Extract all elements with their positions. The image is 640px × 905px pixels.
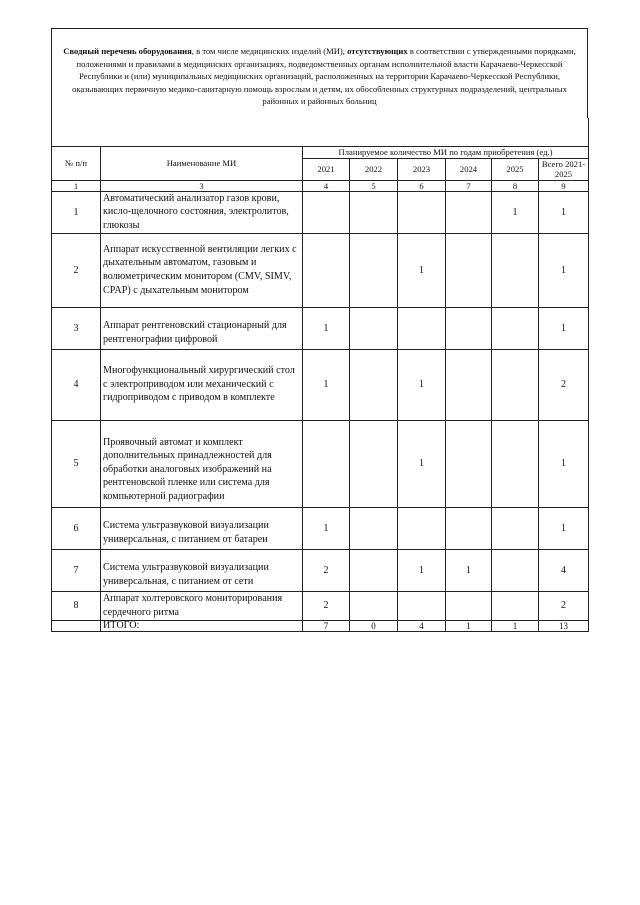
row-value-2023 bbox=[398, 591, 446, 620]
document-page bbox=[51, 28, 588, 632]
row-value-2022 bbox=[350, 420, 398, 507]
col-number: 3 bbox=[101, 180, 303, 191]
table-row bbox=[52, 507, 589, 549]
table-row bbox=[52, 549, 589, 591]
row-number: 5 bbox=[52, 420, 101, 507]
row-value-2021: 1 bbox=[303, 349, 350, 420]
table-row bbox=[52, 349, 589, 420]
header-year: 2024 bbox=[446, 158, 492, 180]
row-value-2021 bbox=[303, 233, 350, 307]
row-item-name: Система ультразвуковой визуализации универсальная, с питанием от сети bbox=[101, 549, 303, 591]
row-value-total: 1 bbox=[539, 307, 589, 349]
row-value-2021 bbox=[303, 420, 350, 507]
row-item-name: Аппарат рентгеновский стационарный для рентгенографии цифровой bbox=[101, 307, 303, 349]
row-value-2024: 1 bbox=[446, 549, 492, 591]
row-number: 2 bbox=[52, 233, 101, 307]
row-value-2022 bbox=[350, 191, 398, 233]
row-value-2025 bbox=[492, 507, 539, 549]
row-value-2024 bbox=[446, 507, 492, 549]
column-numbers-row bbox=[52, 180, 589, 191]
row-value-total: 1 bbox=[539, 191, 589, 233]
row-item-name: Аппарат искусственной вентиляции легких с дыхательным автоматом, газовым и волюметрическим монитором (CMV, SIMV, CPAP) с дыхательным монитором bbox=[101, 233, 303, 307]
row-value-2021 bbox=[303, 191, 350, 233]
equipment-table bbox=[51, 118, 589, 632]
row-value-2024 bbox=[446, 420, 492, 507]
row-value-2022 bbox=[350, 549, 398, 591]
row-value-2025 bbox=[492, 420, 539, 507]
heading-bold-1: Сводный перечень оборудования bbox=[63, 46, 192, 56]
header-year: 2022 bbox=[350, 158, 398, 180]
total-2021: 7 bbox=[303, 620, 350, 631]
col-number: 8 bbox=[492, 180, 539, 191]
row-value-total: 4 bbox=[539, 549, 589, 591]
col-number: 5 bbox=[350, 180, 398, 191]
row-value-2023 bbox=[398, 191, 446, 233]
table-row bbox=[52, 420, 589, 507]
row-value-2022 bbox=[350, 349, 398, 420]
row-number: 3 bbox=[52, 307, 101, 349]
row-number: 4 bbox=[52, 349, 101, 420]
header-planned: Планируемое количество МИ по годам приобретения (ед.) bbox=[303, 146, 589, 158]
row-value-2021: 2 bbox=[303, 549, 350, 591]
row-value-2024 bbox=[446, 591, 492, 620]
row-value-2022 bbox=[350, 591, 398, 620]
header-row-1 bbox=[52, 146, 589, 158]
total-row-number bbox=[52, 620, 101, 631]
header-gap-row bbox=[52, 118, 589, 146]
table-row bbox=[52, 307, 589, 349]
row-value-2023: 1 bbox=[398, 420, 446, 507]
row-value-2022 bbox=[350, 307, 398, 349]
row-value-2025 bbox=[492, 349, 539, 420]
row-item-name: Автоматический анализатор газов крови, кисло-щелочного состояния, электролитов, глюкозы bbox=[101, 191, 303, 233]
row-value-total: 2 bbox=[539, 349, 589, 420]
row-item-name: Аппарат холтеровского мониторирования сердечного ритма bbox=[101, 591, 303, 620]
header-year-total: Всего 2021-2025 bbox=[539, 158, 589, 180]
row-value-2025 bbox=[492, 591, 539, 620]
heading-text-1: , в том числе медицинских изделий (МИ), bbox=[191, 46, 348, 56]
col-number: 4 bbox=[303, 180, 350, 191]
row-value-2025: 1 bbox=[492, 191, 539, 233]
table-row bbox=[52, 191, 589, 233]
col-number: 7 bbox=[446, 180, 492, 191]
table-row bbox=[52, 233, 589, 307]
row-value-total: 2 bbox=[539, 591, 589, 620]
row-value-2023: 1 bbox=[398, 549, 446, 591]
row-value-total: 1 bbox=[539, 233, 589, 307]
row-value-2023: 1 bbox=[398, 233, 446, 307]
row-value-2025 bbox=[492, 549, 539, 591]
row-value-2023 bbox=[398, 507, 446, 549]
heading-text-2: в соответствии с утвержденными порядками, положениями и правилами в медицинских организациях, подведомственных органам исполнительной власти Карачаево-Черкесской Республики и (или) муниципальных медицинских организаций, расположенных на территории Карачаево-Черкесской Республики, оказывающих первичную медико-санитарную помощь взрослым и детям, их обособленных структурных подразделений, центральных районных и районных больниц bbox=[72, 46, 576, 107]
row-value-2024 bbox=[446, 191, 492, 233]
row-value-2025 bbox=[492, 233, 539, 307]
row-value-2022 bbox=[350, 507, 398, 549]
col-number: 9 bbox=[539, 180, 589, 191]
row-value-2022 bbox=[350, 233, 398, 307]
row-value-2021: 1 bbox=[303, 507, 350, 549]
row-value-2023 bbox=[398, 307, 446, 349]
row-value-2024 bbox=[446, 233, 492, 307]
row-value-2021: 1 bbox=[303, 307, 350, 349]
total-2023: 4 bbox=[398, 620, 446, 631]
heading-bold-2: отсутствующих bbox=[347, 46, 408, 56]
header-year: 2021 bbox=[303, 158, 350, 180]
col-number: 1 bbox=[52, 180, 101, 191]
row-value-2024 bbox=[446, 307, 492, 349]
row-number: 8 bbox=[52, 591, 101, 620]
total-row-label: ИТОГО: bbox=[101, 620, 303, 631]
row-value-2023: 1 bbox=[398, 349, 446, 420]
row-number: 6 bbox=[52, 507, 101, 549]
col-number: 6 bbox=[398, 180, 446, 191]
row-item-name: Многофункциональный хирургический стол с электроприводом или механический с гидроприводом с приводом в комплекте bbox=[101, 349, 303, 420]
row-number: 1 bbox=[52, 191, 101, 233]
row-item-name: Проявочный автомат и комплект дополнительных принадлежностей для обработки аналоговых изображений на рентгеновской пленке или система для компьютерной радиографии bbox=[101, 420, 303, 507]
header-name: Наименование МИ bbox=[101, 146, 303, 180]
row-number: 7 bbox=[52, 549, 101, 591]
document-heading bbox=[51, 28, 588, 118]
header-year: 2023 bbox=[398, 158, 446, 180]
total-row bbox=[52, 620, 589, 631]
row-value-2024 bbox=[446, 349, 492, 420]
total-2025: 1 bbox=[492, 620, 539, 631]
header-no: № п/п bbox=[52, 146, 101, 180]
total-2024: 1 bbox=[446, 620, 492, 631]
row-value-total: 1 bbox=[539, 507, 589, 549]
row-value-2021: 2 bbox=[303, 591, 350, 620]
row-value-total: 1 bbox=[539, 420, 589, 507]
row-value-2025 bbox=[492, 307, 539, 349]
header-year: 2025 bbox=[492, 158, 539, 180]
total-2022: 0 bbox=[350, 620, 398, 631]
total-sum: 13 bbox=[539, 620, 589, 631]
row-item-name: Система ультразвуковой визуализации универсальная, с питанием от батареи bbox=[101, 507, 303, 549]
table-row bbox=[52, 591, 589, 620]
